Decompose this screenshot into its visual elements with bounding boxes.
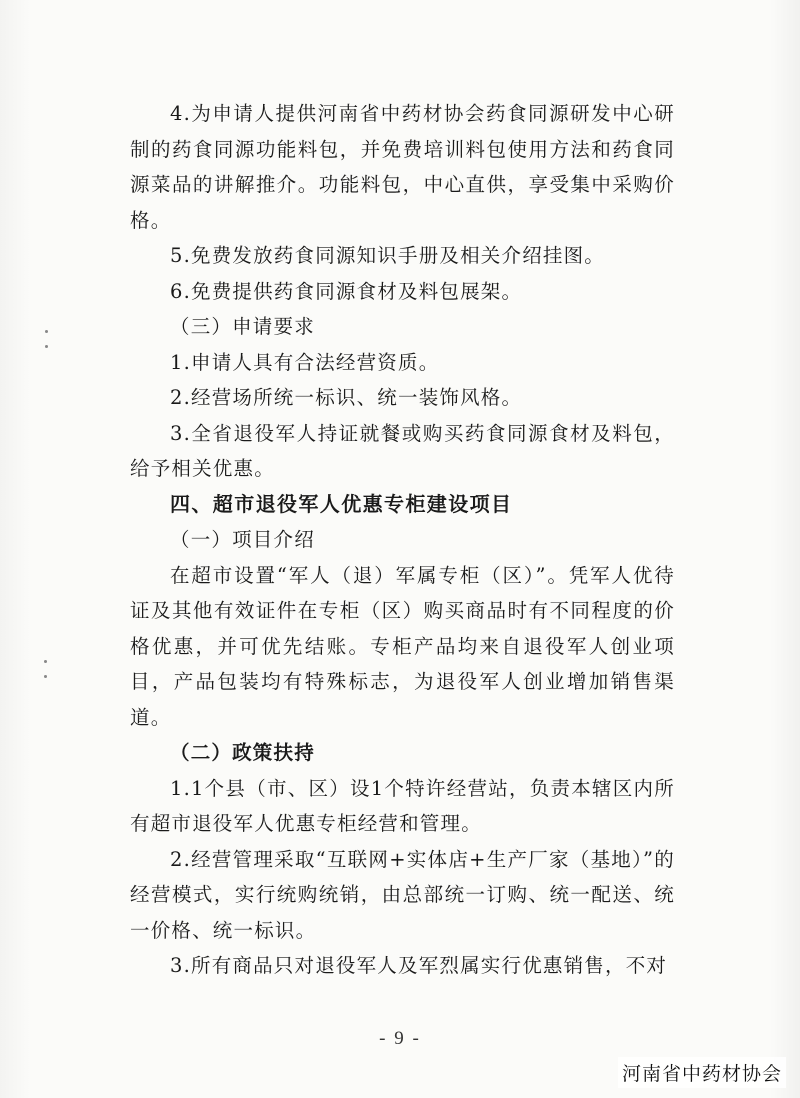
- document-body: [130, 96, 675, 984]
- paragraph: 5.免费发放药食同源知识手册及相关介绍挂图。: [170, 244, 606, 267]
- paragraph: 1.申请人具有合法经营资质。: [170, 350, 440, 374]
- watermark: 河南省中药材协会: [618, 1057, 786, 1088]
- paragraph: 2.经营场所统一标识、统一装饰风格。: [170, 386, 523, 409]
- paragraph: 3.所有商品只对退役军人及军烈属实行优惠销售，不对: [170, 954, 668, 977]
- subsection-heading: （一）项目介绍: [170, 528, 315, 551]
- scan-speck: [45, 345, 48, 348]
- paragraph: 6.免费提供药食同源食材及料包展架。: [170, 279, 523, 303]
- paragraph: 1.1个县（市、区）设1个特许经营站，负责本辖区内所有超市退役军人优惠专柜经营和管理。: [130, 776, 675, 835]
- scan-speck: [45, 330, 48, 333]
- paragraph: 在超市设置“军人（退）军属专柜（区）”。凭军人优待证及其他有效证件在专柜（区）购买商品时有不同程度的价格优惠，并可优先结账。专柜产品均来自退役军人创业项目，产品包装均有特殊标志，为退役军人创业增加销售渠道。: [130, 563, 675, 729]
- paragraph: 4.为申请人提供河南省中药材协会药食同源研发中心研制的药食同源功能料包，并免费培训料包使用方法和药食同源菜品的讲解推介。功能料包，中心直供，享受集中采购价格。: [130, 102, 675, 232]
- section-heading: 四、超市退役军人优惠专柜建设项目: [170, 491, 513, 516]
- page-number: - 9 -: [379, 1028, 421, 1049]
- paragraph: 3.全省退役军人持证就餐或购买药食同源食材及料包，给予相关优惠。: [130, 421, 675, 480]
- scan-speck: [44, 675, 47, 678]
- paragraph: 2.经营管理采取“互联网+实体店+生产厂家（基地）”的经营模式，实行统购统销，由总部统一订购、统一配送、统一价格、统一标识。: [130, 847, 675, 942]
- subsection-heading: （三）申请要求: [170, 315, 315, 338]
- subsection-heading: （二）政策扶持: [170, 741, 315, 764]
- scan-speck: [44, 660, 47, 663]
